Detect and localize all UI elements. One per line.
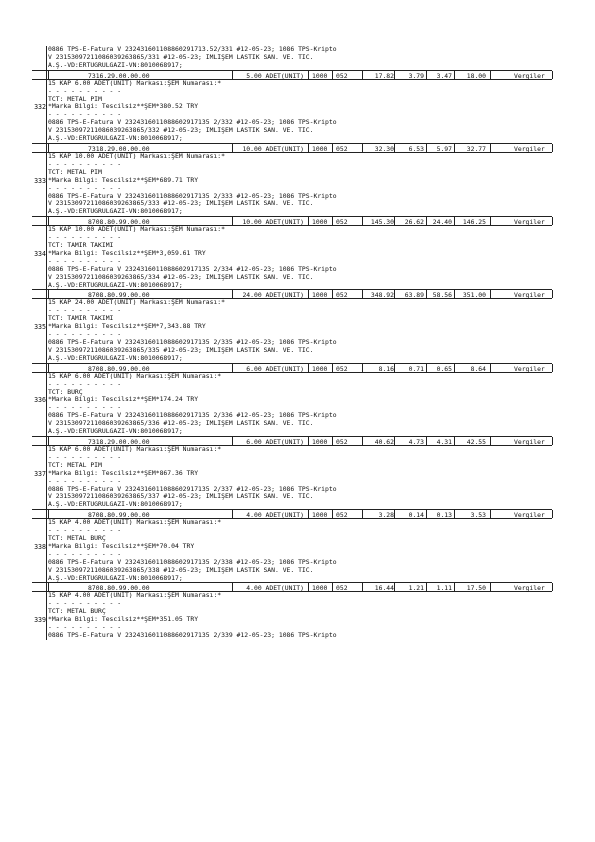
item-detail-line: 15 KAP 10.00 ADET(UNIT) Markası:ŞEM Numarası:* xyxy=(48,226,225,234)
item-detail-line: TCT: METAL PİM xyxy=(48,168,102,176)
item-detail-block xyxy=(32,592,552,639)
cell-divider xyxy=(552,583,553,591)
item-detail-line: *Marka Bilgi: Tescilsiz**ŞEM*7,343.88 TRY xyxy=(48,323,206,331)
value-3: 58.56 xyxy=(432,291,452,300)
item-detail-line: 15 KAP 6.00 ADET(UNIT) Markası:ŞEM Numarası:* xyxy=(48,79,222,87)
cell-divider xyxy=(552,144,553,152)
tax-label: Vergiler xyxy=(514,584,545,593)
cell-divider xyxy=(308,290,309,298)
item-detail-line: 0886 TPS-E-Fatura V 2324316011088602917135 2/338 #12-05-23; 1086 TPS-Kripto xyxy=(48,558,337,566)
cell-divider xyxy=(48,217,49,225)
quantity: 10.00 ADET(UNIT) xyxy=(242,218,304,227)
cell-divider xyxy=(426,290,427,298)
cell-divider xyxy=(426,583,427,591)
cell-divider xyxy=(490,583,491,591)
quantity: 6.00 ADET(UNIT) xyxy=(246,364,304,373)
field-2: 052 xyxy=(336,364,348,373)
cell-divider xyxy=(426,71,427,79)
cell-divider xyxy=(394,290,395,298)
value-1: 8.16 xyxy=(378,364,394,373)
cell-divider xyxy=(48,71,49,79)
value-2: 63.89 xyxy=(404,291,424,300)
item-detail-line: 15 KAP 4.00 ADET(UNIT) Markası:ŞEM Numarası:* xyxy=(48,592,222,600)
item-detail-line: V 23153097211086039263865/338 #12-05-23; İMLİŞEM LASTİK SAN. VE. TİC. xyxy=(48,566,314,574)
quantity: 6.00 ADET(UNIT) xyxy=(246,437,304,446)
cell-divider xyxy=(426,364,427,372)
field-2: 052 xyxy=(336,144,348,153)
item-detail-line: - - - - - - - - - - xyxy=(48,331,122,339)
item-detail-line: TCT: METAL BURÇ xyxy=(48,535,106,543)
value-3: 4.31 xyxy=(436,437,452,446)
field-1: 1000 xyxy=(312,71,328,80)
item-detail-block xyxy=(32,373,552,436)
field-1: 1000 xyxy=(312,364,328,373)
item-summary-row xyxy=(32,363,552,373)
item-detail-line: TCT: METAL BURÇ xyxy=(48,608,106,616)
item-detail-block xyxy=(32,446,552,509)
field-1: 1000 xyxy=(312,584,328,593)
item-detail-line: 0886 TPS-E-Fatura V 2324316011088602917135 2/337 #12-05-23; 1086 TPS-Kripto xyxy=(48,485,337,493)
item-number: 334 xyxy=(34,249,46,258)
item-detail-line: 15 KAP 6.00 ADET(UNIT) Markası:ŞEM Numarası:* xyxy=(48,372,222,380)
field-1: 1000 xyxy=(312,291,328,300)
cell-divider xyxy=(454,510,455,518)
item-detail-line: - - - - - - - - - - xyxy=(48,111,122,119)
item-detail-line: V 23153097211086039263865/337 #12-05-23; İMLİŞEM LASTİK SAN. VE. TİC. xyxy=(48,493,314,501)
item-summary-row xyxy=(32,70,552,80)
value-2: 1.21 xyxy=(408,584,424,593)
value-2: 4.73 xyxy=(408,437,424,446)
value-1: 16.44 xyxy=(374,584,394,593)
item-summary-row xyxy=(32,582,552,592)
cell-divider xyxy=(232,364,233,372)
cell-divider xyxy=(552,71,553,79)
item-detail-line: 15 KAP 24.00 ADET(UNIT) Markası:ŞEM Numarası:* xyxy=(48,299,225,307)
hs-code: 7318.29.00.00.00 xyxy=(88,144,150,153)
item-detail-line: 15 KAP 6.00 ADET(UNIT) Markası:ŞEM Numarası:* xyxy=(48,445,222,453)
item-detail-line: *Marka Bilgi: Tescilsiz**ŞEM*867.36 TRY xyxy=(48,469,199,477)
cell-divider xyxy=(362,437,363,445)
item-detail-block xyxy=(32,299,552,362)
cell-divider xyxy=(332,364,333,372)
item-detail-line: - - - - - - - - - - xyxy=(48,477,122,485)
item-detail-line: 0886 TPS-E-Fatura V 2324316011088602917135 2/336 #12-05-23; 1086 TPS-Kripto xyxy=(48,412,337,420)
item-detail-line: 0886 TPS-E-Fatura V 2324316011088602917135 2/335 #12-05-23; 1086 TPS-Kripto xyxy=(48,339,337,346)
field-1: 1000 xyxy=(312,218,328,227)
item-detail-line: - - - - - - - - - - xyxy=(48,87,122,95)
value-3: 3.47 xyxy=(436,71,452,80)
value-1: 17.82 xyxy=(374,71,394,80)
item-detail-line: A.Ş.-VD:ERTUGRULGAZİ-VN:8010068917; xyxy=(48,208,183,216)
field-2: 052 xyxy=(336,291,348,300)
cell-divider xyxy=(308,144,309,152)
quantity: 24.00 ADET(UNIT) xyxy=(242,291,304,300)
item-summary-row xyxy=(32,289,552,299)
header-line: A.Ş.-VD:ERTUGRULGAZİ-VN:8010068917; xyxy=(48,61,183,69)
cell-divider xyxy=(454,71,455,79)
value-1: 3.28 xyxy=(378,511,394,520)
tax-label: Vergiler xyxy=(514,364,545,373)
item-detail-line: - - - - - - - - - - xyxy=(48,404,122,412)
cell-divider xyxy=(232,583,233,591)
cell-divider xyxy=(394,217,395,225)
quantity: 10.00 ADET(UNIT) xyxy=(242,144,304,153)
cell-divider xyxy=(394,144,395,152)
field-1: 1000 xyxy=(312,144,328,153)
value-4: 8.64 xyxy=(470,364,486,373)
item-detail-block xyxy=(32,80,552,143)
item-detail-line: *Marka Bilgi: Tescilsiz**ŞEM*174.24 TRY xyxy=(48,396,199,404)
field-1: 1000 xyxy=(312,511,328,520)
item-detail-line: A.Ş.-VD:ERTUGRULGAZİ-VN:8010068917; xyxy=(48,428,183,436)
cell-divider xyxy=(552,290,553,298)
cell-divider xyxy=(394,510,395,518)
item-number: 336 xyxy=(34,396,46,405)
item-detail-line: V 23153097211086039263865/336 #12-05-23; İMLİŞEM LASTİK SAN. VE. TİC. xyxy=(48,420,314,428)
cell-divider xyxy=(232,437,233,445)
cell-divider xyxy=(362,144,363,152)
item-summary-row xyxy=(32,436,552,446)
item-detail-line: *Marka Bilgi: Tescilsiz**ŞEM*380.52 TRY xyxy=(48,103,199,111)
cell-divider xyxy=(308,217,309,225)
cell-divider xyxy=(232,217,233,225)
item-detail-block xyxy=(32,153,552,216)
item-detail-line: *Marka Bilgi: Tescilsiz**ŞEM*689.71 TRY xyxy=(48,176,199,184)
cell-divider xyxy=(454,290,455,298)
cell-divider xyxy=(362,71,363,79)
value-4: 32.77 xyxy=(466,144,486,153)
field-2: 052 xyxy=(336,71,348,80)
cell-divider xyxy=(232,290,233,298)
field-2: 052 xyxy=(336,437,348,446)
item-detail-line: TCT: TAMİR TAKIMI xyxy=(48,315,114,323)
item-detail-line: - - - - - - - - - - xyxy=(48,550,122,558)
cell-divider xyxy=(426,510,427,518)
hs-code: 8708.80.99.00.00 xyxy=(88,218,150,227)
item-detail-line: V 23153097211086039263865/333 #12-05-23; İMLİŞEM LASTİK SAN. VE. TİC. xyxy=(48,200,314,208)
item-detail-line: 15 KAP 10.00 ADET(UNIT) Markası:ŞEM Numarası:* xyxy=(48,152,225,160)
item-detail-line: V 23153097211086039263865/334 #12-05-23; İMLİŞEM LASTİK SAN. VE. TİC. xyxy=(48,273,314,281)
cell-divider xyxy=(426,217,427,225)
item-number: 339 xyxy=(34,616,46,625)
cell-divider xyxy=(232,71,233,79)
item-detail-line: 0886 TPS-E-Fatura V 2324316011088602917135 2/339 #12-05-23; 1086 TPS-Kripto xyxy=(48,632,337,639)
cell-divider xyxy=(308,437,309,445)
header-block xyxy=(32,46,552,70)
cell-divider xyxy=(332,71,333,79)
item-detail-line: - - - - - - - - - - xyxy=(48,624,122,632)
item-detail-line: A.Ş.-VD:ERTUGRULGAZİ-VN:8010068917; xyxy=(48,574,183,582)
value-3: 5.97 xyxy=(436,144,452,153)
cell-divider xyxy=(48,364,49,372)
quantity: 4.00 ADET(UNIT) xyxy=(246,584,304,593)
item-detail-line: - - - - - - - - - - xyxy=(48,160,122,168)
value-1: 348.92 xyxy=(370,291,394,300)
hs-code: 8708.80.99.00.00 xyxy=(88,291,150,300)
cell-divider xyxy=(490,144,491,152)
cell-divider xyxy=(48,583,49,591)
item-detail-line: - - - - - - - - - - xyxy=(48,380,122,388)
value-2: 0.14 xyxy=(408,511,424,520)
item-summary-row xyxy=(32,509,552,519)
item-summary-row xyxy=(32,216,552,226)
cell-divider xyxy=(308,583,309,591)
cell-divider xyxy=(454,437,455,445)
quantity: 5.00 ADET(UNIT) xyxy=(246,71,304,80)
item-detail-line: 0886 TPS-E-Fatura V 2324316011088602917135 2/333 #12-05-23; 1086 TPS-Kripto xyxy=(48,192,337,200)
hs-code: 7318.29.00.00.00 xyxy=(88,437,150,446)
field-2: 052 xyxy=(336,584,348,593)
hs-code: 8708.80.99.00.00 xyxy=(88,511,150,520)
cell-divider xyxy=(394,71,395,79)
item-number: 332 xyxy=(34,103,46,112)
hs-code: 8708.80.99.00.00 xyxy=(88,584,150,593)
header-line: V 23153097211086039263865/331 #12-05-23; İMLİŞEM LASTİK SAN. VE. TİC. xyxy=(48,53,314,61)
cell-divider xyxy=(426,144,427,152)
cell-divider xyxy=(490,510,491,518)
cell-divider xyxy=(454,583,455,591)
cell-divider xyxy=(454,144,455,152)
cell-divider xyxy=(394,437,395,445)
tax-label: Vergiler xyxy=(514,511,545,520)
cell-divider xyxy=(394,583,395,591)
cell-divider xyxy=(454,217,455,225)
item-detail-line: *Marka Bilgi: Tescilsiz**ŞEM*70.04 TRY xyxy=(48,542,195,550)
item-number: 333 xyxy=(34,176,46,185)
cell-divider xyxy=(332,583,333,591)
item-detail-line: - - - - - - - - - - xyxy=(48,453,122,461)
tax-label: Vergiler xyxy=(514,291,545,300)
value-3: 1.11 xyxy=(436,584,452,593)
item-detail-line: - - - - - - - - - - xyxy=(48,600,122,608)
cell-divider xyxy=(490,217,491,225)
value-1: 40.62 xyxy=(374,437,394,446)
header-line: 0886 TPS-E-Fatura V 232431601108860291713.52/331 #12-05-23; 1086 TPS-Kripto xyxy=(48,46,337,53)
tax-label: Vergiler xyxy=(514,437,545,446)
item-detail-line: 0886 TPS-E-Fatura V 2324316011088602917135 2/332 #12-05-23; 1086 TPS-Kripto xyxy=(48,119,337,127)
cell-divider xyxy=(232,510,233,518)
cell-divider xyxy=(308,510,309,518)
value-1: 32.30 xyxy=(374,144,394,153)
value-4: 3.53 xyxy=(470,511,486,520)
item-detail-line: V 23153097211086039263865/335 #12-05-23; İMLİŞEM LASTİK SAN. VE. TİC. xyxy=(48,346,314,354)
value-4: 351.00 xyxy=(462,291,486,300)
item-detail-line: - - - - - - - - - - xyxy=(48,234,122,242)
item-number: 337 xyxy=(34,469,46,478)
cell-divider xyxy=(362,217,363,225)
cell-divider xyxy=(308,71,309,79)
item-detail-line: A.Ş.-VD:ERTUGRULGAZİ-VN:8010068917; xyxy=(48,501,183,509)
item-detail-line: TCT: METAL PİM xyxy=(48,95,102,103)
value-4: 42.55 xyxy=(466,437,486,446)
item-detail-line: *Marka Bilgi: Tescilsiz**ŞEM*351.05 TRY xyxy=(48,616,199,624)
cell-divider xyxy=(362,290,363,298)
item-detail-line: *Marka Bilgi: Tescilsiz**ŞEM*3,059.61 TRY xyxy=(48,249,206,257)
item-detail-line: TCT: BURÇ xyxy=(48,388,83,396)
field-2: 052 xyxy=(336,218,348,227)
cell-divider xyxy=(48,144,49,152)
cell-divider xyxy=(552,437,553,445)
item-detail-line: TCT: METAL PİM xyxy=(48,461,102,469)
value-4: 17.50 xyxy=(466,584,486,593)
cell-divider xyxy=(454,364,455,372)
cell-divider xyxy=(394,364,395,372)
item-detail-line: - - - - - - - - - - xyxy=(48,184,122,192)
tax-label: Vergiler xyxy=(514,144,545,153)
cell-divider xyxy=(332,437,333,445)
item-number: 335 xyxy=(34,323,46,332)
cell-divider xyxy=(332,144,333,152)
value-2: 0.71 xyxy=(408,364,424,373)
item-list xyxy=(32,70,552,640)
item-detail-block xyxy=(32,226,552,289)
cell-divider xyxy=(552,364,553,372)
cell-divider xyxy=(332,290,333,298)
cell-divider xyxy=(490,364,491,372)
item-detail-line: A.Ş.-VD:ERTUGRULGAZİ-VN:8010068917; xyxy=(48,135,183,143)
tax-label: Vergiler xyxy=(514,218,545,227)
cell-divider xyxy=(48,437,49,445)
cell-divider xyxy=(552,510,553,518)
value-3: 24.40 xyxy=(432,218,452,227)
item-detail-line: - - - - - - - - - - xyxy=(48,307,122,315)
cell-divider xyxy=(332,510,333,518)
item-detail-line: A.Ş.-VD:ERTUGRULGAZİ-VN:8010068917; xyxy=(48,281,183,289)
value-2: 3.79 xyxy=(408,71,424,80)
cell-divider xyxy=(426,437,427,445)
value-1: 145.30 xyxy=(370,218,394,227)
cell-divider xyxy=(232,144,233,152)
hs-code: 8708.80.99.00.00 xyxy=(88,364,150,373)
item-detail-line: TCT: TAMİR TAKIMI xyxy=(48,242,114,250)
cell-divider xyxy=(362,510,363,518)
cell-divider xyxy=(332,217,333,225)
value-4: 18.00 xyxy=(466,71,486,80)
value-3: 0.13 xyxy=(436,511,452,520)
field-1: 1000 xyxy=(312,437,328,446)
item-detail-line: - - - - - - - - - - xyxy=(48,257,122,265)
cell-divider xyxy=(552,217,553,225)
tax-label: Vergiler xyxy=(514,71,545,80)
item-detail-line: V 23153097211086039263865/332 #12-05-23; İMLİŞEM LASTİK SAN. VE. TİC. xyxy=(48,127,314,135)
cell-divider xyxy=(362,364,363,372)
value-3: 0.65 xyxy=(436,364,452,373)
item-detail-line: 15 KAP 4.00 ADET(UNIT) Markası:ŞEM Numarası:* xyxy=(48,519,222,527)
value-2: 26.62 xyxy=(404,218,424,227)
cell-divider xyxy=(362,583,363,591)
cell-divider xyxy=(490,290,491,298)
cell-divider xyxy=(48,290,49,298)
quantity: 4.00 ADET(UNIT) xyxy=(246,511,304,520)
item-detail-block xyxy=(32,519,552,582)
cell-divider xyxy=(308,364,309,372)
item-detail-line: A.Ş.-VD:ERTUGRULGAZİ-VN:8010068917; xyxy=(48,354,183,362)
hs-code: 7316.29.00.00.00 xyxy=(88,71,150,80)
item-number: 338 xyxy=(34,542,46,551)
value-2: 6.53 xyxy=(408,144,424,153)
item-summary-row xyxy=(32,143,552,153)
document-page xyxy=(32,46,552,640)
item-detail-line: - - - - - - - - - - xyxy=(48,527,122,535)
item-detail-line: 0886 TPS-E-Fatura V 2324316011088602917135 2/334 #12-05-23; 1086 TPS-Kripto xyxy=(48,265,337,273)
cell-divider xyxy=(490,437,491,445)
value-4: 146.25 xyxy=(462,218,486,227)
cell-divider xyxy=(490,71,491,79)
field-2: 052 xyxy=(336,511,348,520)
cell-divider xyxy=(48,510,49,518)
